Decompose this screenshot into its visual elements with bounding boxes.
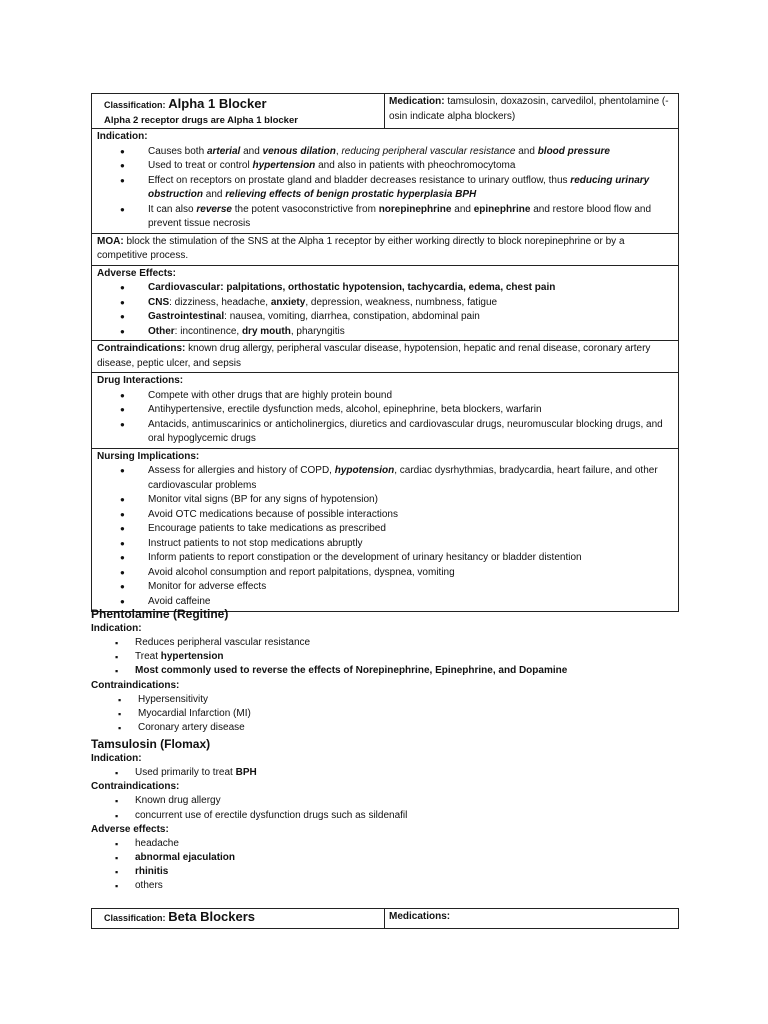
list-item: ▪ Hypersensitivity (138, 693, 691, 707)
medication-cell (385, 94, 679, 129)
moa-row (92, 233, 679, 265)
phentolamine-indication-title: Indication: (91, 623, 142, 634)
nursing-title: Nursing Implications: (97, 450, 200, 462)
interactions-cell (92, 373, 679, 449)
classification-name: Alpha 1 Blocker (168, 96, 267, 111)
list-item: ▪ Known drug allergy (135, 794, 691, 808)
list-item: ● Other: incontinence, dry mouth, pharyngitis (141, 325, 673, 340)
phentolamine-indication-list (91, 636, 691, 679)
list-item: ● Avoid caffeine (141, 595, 673, 610)
list-item: ▪ rhinitis (135, 865, 691, 879)
list-item: ● CNS: dizziness, headache, anxiety, depression, weakness, numbness, fatigue (141, 296, 673, 311)
phentolamine-contra-title: Contraindications: (91, 679, 180, 691)
tamsulosin-adverse-list (91, 837, 691, 894)
phentolamine-title: Phentolamine (Regitine) (91, 607, 229, 621)
beta-blocker-table (91, 908, 679, 929)
tamsulosin-indication-list (91, 766, 691, 780)
list-item: ● Assess for allergies and history of COPD, hypotension, cardiac dysrhythmias, bradycardia, heart failure, and other cardiovascular problems (141, 464, 673, 493)
nursing-cell (92, 448, 679, 612)
list-item: ● Used to treat or control hypertension and also in patients with pheochromocytoma (141, 159, 673, 174)
list-item: ● Effect on receptors on prostate gland and bladder decreases resistance to urinary outflow, thus reducing urinary obstruction and relieving effects of benign prostatic hyperplasia BPH (141, 174, 673, 203)
list-item: ● It can also reverse the potent vasoconstrictive from norepinephrine and epinephrine and restore blood flow and prevent tissue necrosis (141, 203, 673, 232)
moa-text: block the stimulation of the SNS at the Alpha 1 receptor by either working directly to block norepinephrine or by a competitive process. (97, 235, 625, 261)
moa-label: MOA: (97, 235, 124, 247)
moa-cell (92, 233, 679, 265)
tamsulosin-contra-list (91, 794, 691, 822)
classification-note: Alpha 2 receptor drugs are Alpha 1 blocker (104, 115, 298, 126)
medication-cell (385, 909, 679, 929)
classification-label: Classification: (104, 913, 166, 923)
classification-name: Beta Blockers (168, 909, 256, 924)
list-item: ▪ headache (135, 837, 691, 851)
medication-text: tamsulosin, doxazosin, carvedilol, phentolamine (-osin indicate alpha blockers) (389, 96, 669, 122)
alpha-blocker-table (91, 93, 679, 612)
classification-cell (92, 94, 385, 129)
indication-list (97, 145, 673, 232)
list-item: ● Cardiovascular: palpitations, orthostatic hypotension, tachycardia, edema, chest pain (141, 281, 673, 296)
contraindications-row (92, 341, 679, 373)
contraindications-text: known drug allergy, peripheral vascular disease, hypotension, hepatic and renal disease, coronary artery disease, peptic ulcer, and sepsis (97, 343, 651, 369)
indication-cell (92, 129, 679, 234)
list-item: ● Compete with other drugs that are highly protein bound (141, 389, 673, 404)
list-item: ● Encourage patients to take medications as prescribed (141, 522, 673, 537)
tamsulosin-title: Tamsulosin (Flomax) (91, 737, 211, 752)
phentolamine-contra-list (91, 693, 691, 736)
tamsulosin-adverse-title: Adverse effects: (91, 823, 169, 835)
medication-label: Medication: (389, 96, 445, 107)
list-item: ● Avoid OTC medications because of possible interactions (141, 508, 673, 523)
adverse-list (97, 281, 673, 339)
interactions-title: Drug Interactions: (97, 375, 184, 386)
list-item: ● Gastrointestinal: nausea, vomiting, diarrhea, constipation, abdominal pain (141, 310, 673, 325)
adverse-title: Adverse Effects: (97, 267, 176, 279)
list-item: ▪ Most commonly used to reverse the effects of Norepinephrine, Epinephrine, and Dopamine (135, 664, 691, 678)
medication-label: Medications: (389, 911, 451, 922)
classification-row (92, 909, 679, 929)
list-item: ● Inform patients to report constipation or the development of urinary hesitancy or bladder distention (141, 551, 673, 566)
list-item: ▪ Coronary artery disease (138, 721, 691, 735)
classification-row (92, 94, 679, 129)
tamsulosin-indication-title: Indication: (91, 753, 142, 765)
list-item: ▪ Myocardial Infarction (MI) (138, 707, 691, 721)
list-item: ● Instruct patients to not stop medications abruptly (141, 537, 673, 552)
classification-cell (92, 909, 385, 929)
list-item: ▪ Reduces peripheral vascular resistance (135, 636, 691, 650)
list-item: ▪ concurrent use of erectile dysfunction drugs such as sildenafil (135, 809, 691, 823)
list-item: ● Monitor for adverse effects (141, 580, 673, 595)
list-item: ▪ Used primarily to treat BPH (135, 766, 691, 780)
tamsulosin-contra-title: Contraindications: (91, 781, 180, 793)
list-item: ▪ abnormal ejaculation (135, 851, 691, 865)
list-item: ● Avoid alcohol consumption and report palpitations, dyspnea, vomiting (141, 566, 673, 581)
adverse-row (92, 265, 679, 341)
classification-label: Classification: (104, 100, 166, 110)
interactions-list (97, 389, 673, 447)
list-item: ▪ others (135, 879, 691, 893)
nursing-row (92, 448, 679, 612)
contraindications-label: Contraindications: (97, 343, 186, 354)
list-item: ● Antihypertensive, erectile dysfunction meds, alcohol, epinephrine, beta blockers, warfarin (141, 403, 673, 418)
contraindications-cell (92, 341, 679, 373)
indication-title: Indication: (97, 131, 148, 142)
drug-details (91, 606, 691, 894)
list-item: ▪ Treat hypertension (135, 650, 691, 664)
list-item: ● Monitor vital signs (BP for any signs of hypotension) (141, 493, 673, 508)
list-item: ● Antacids, antimuscarinics or anticholinergics, diuretics and cardiovascular drugs, neuromuscular blocking drugs, and oral hypoglycemic drugs (141, 418, 673, 447)
nursing-list (97, 464, 673, 609)
interactions-row (92, 373, 679, 449)
adverse-cell (92, 265, 679, 341)
indication-row (92, 129, 679, 234)
list-item: ● Causes both arterial and venous dilation, reducing peripheral vascular resistance and blood pressure (141, 145, 673, 160)
